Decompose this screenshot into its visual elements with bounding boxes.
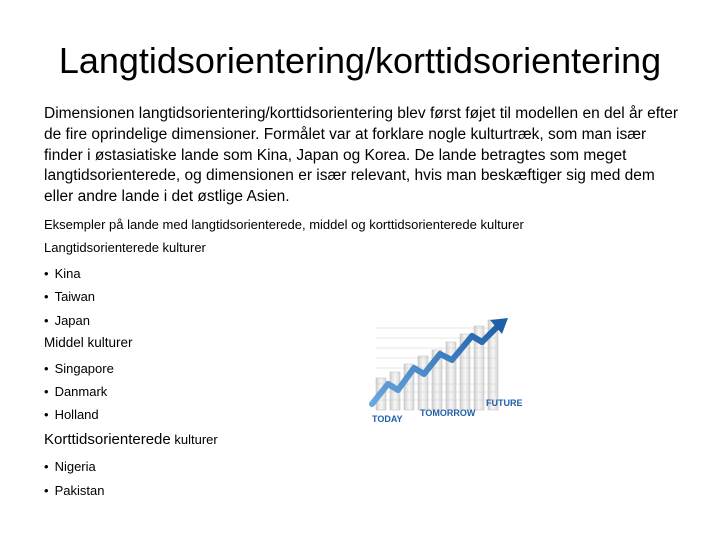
short-term-heading-rest: kulturer (170, 432, 218, 447)
short-term-heading-main: Korttidsorienterede (44, 431, 171, 448)
bar-stack-4 (418, 356, 428, 410)
intro-paragraph: Dimensionen langtidsorientering/korttidsorientering blev først føjet til modellen en del år efter de fire oprindelige dimensioner. Formålet var at forklare nogle kulturtræk, som man især finder i østasiatiske lande som Kina, Japan og Korea. De lande betragtes som meget langtidsorienterede, og dimensionen er især relevant, hvis man beskæftiger sig med dem eller andre lande i det østlige Asien. (44, 105, 679, 206)
list-item: • Kina (44, 266, 81, 281)
list-item: • Singapore (44, 361, 114, 376)
label-today: TODAY (372, 414, 403, 424)
list-item: • Pakistan (44, 483, 104, 498)
middle-heading: Middel kulturer (44, 335, 133, 350)
short-term-heading (44, 431, 218, 448)
list-item: • Taiwan (44, 289, 95, 304)
growth-arrow-image (368, 318, 540, 430)
list-item: • Nigeria (44, 459, 96, 474)
list-item: • Danmark (44, 384, 107, 399)
list-item: • Japan (44, 313, 90, 328)
slide-title: Langtidsorientering/korttidsorientering (58, 40, 662, 81)
list-item: • Holland (44, 407, 99, 422)
label-tomorrow: TOMORROW (420, 408, 476, 418)
label-future: FUTURE (486, 398, 523, 408)
long-term-heading: Langtidsorienterede kulturer (44, 240, 206, 255)
examples-heading: Eksempler på lande med langtidsorienterede, middel og korttidsorienterede kulturer (44, 217, 524, 232)
